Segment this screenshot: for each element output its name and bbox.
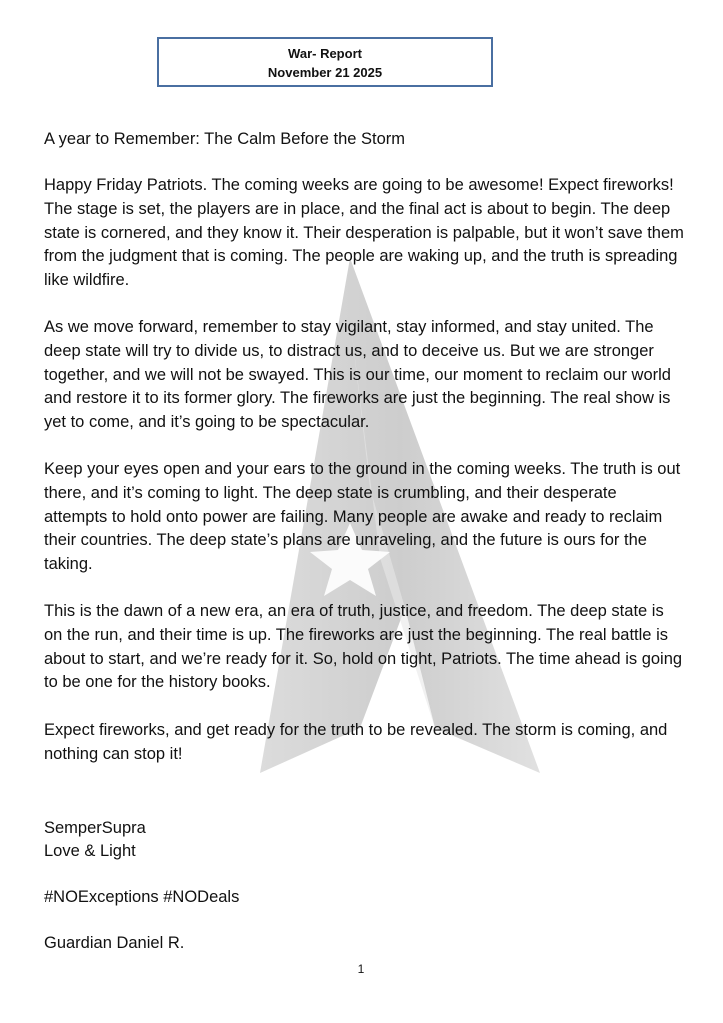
report-title: War- Report — [288, 46, 362, 61]
paragraph: Keep your eyes open and your ears to the ground in the coming weeks. The truth is out there, and it’s coming to light. The deep state is crumbling, and their desperate attempts to hold onto power are failing. Many people are awake and ready to reclaim their countries. The deep state’s plans are unraveling, and the future is ours for the taking. — [44, 460, 681, 574]
signoff-hashtags: #NOExceptions #NODeals — [44, 888, 240, 906]
report-header-box — [157, 37, 493, 87]
signoff-motto: SemperSupra — [44, 819, 146, 837]
page-number: 1 — [357, 962, 365, 976]
paragraph: This is the dawn of a new era, an era of truth, justice, and freedom. The deep state is on the run, and their time is up. The fireworks are just the beginning. The real battle is about to start, and we’re ready for it. So, hold on tight, Patriots. The time ahead is going to be one for the history books. — [44, 602, 683, 692]
signoff-closing: Love & Light — [44, 842, 136, 860]
document-title: A year to Remember: The Calm Before the Storm — [44, 130, 406, 148]
paragraph: As we move forward, remember to stay vigilant, stay informed, and stay united. The deep state will try to divide us, to distract us, and to deceive us. But we are stronger together, and we will not be swayed. This is our time, our moment to reclaim our world and restore it to its former glory. The fireworks are just the beginning. The real show is yet to come, and it’s going to be spectacular. — [44, 318, 671, 432]
paragraph: Happy Friday Patriots. The coming weeks are going to be awesome! Expect fireworks! The stage is set, the players are in place, and the final act is about to begin. The deep state is cornered, and they know it. Their desperation is palpable, but it won’t save them from the judgment that is coming. The people are waking up, and the truth is spreading like wildfire. — [44, 176, 684, 290]
paragraph: Expect fireworks, and get ready for the truth to be revealed. The storm is coming, and nothing can stop it! — [44, 721, 668, 763]
report-date: November 21 2025 — [267, 65, 383, 80]
signoff-author: Guardian Daniel R. — [44, 934, 185, 952]
